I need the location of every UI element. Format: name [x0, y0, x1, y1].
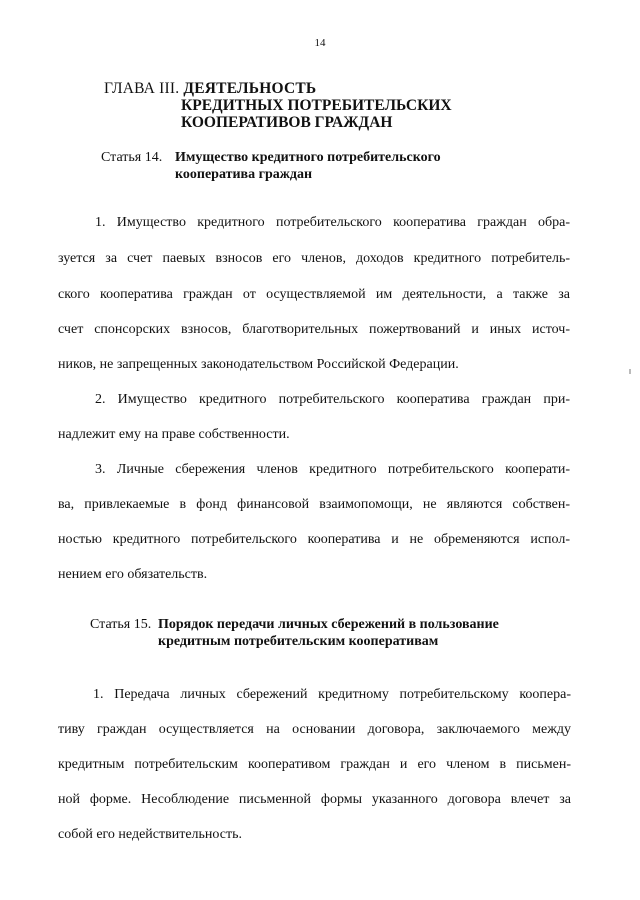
article-14-text-line: 2. Имущество кредитного потребительского кооператива граждан при-: [95, 392, 570, 407]
article-14-text-line: надлежит ему на праве собственности.: [58, 427, 290, 442]
article-14-text-line: счет спонсорских взносов, благотворительных пожертвований и иных источ-: [58, 322, 570, 337]
article-15-text-line: тиву граждан осуществляется на основании договора, заключаемого между: [58, 722, 571, 737]
article-14-title-line-1: Имущество кредитного потребительского: [175, 150, 441, 165]
article-15-text-line: 1. Передача личных сбережений кредитному потребительскому коопера-: [93, 687, 571, 702]
article-14-text-line: нением его обязательств.: [58, 567, 208, 582]
article-15-text-line: собой его недействительность.: [58, 827, 242, 842]
article-15-title-line-2: кредитным потребительским кооперативам: [158, 634, 439, 649]
article-15-label: Статья 15.: [90, 617, 152, 632]
article-15-title-line-1: Порядок передачи личных сбережений в пользование: [158, 617, 499, 632]
article-14-text-line: ников, не запрещенных законодательством Российской Федерации.: [58, 357, 459, 372]
scan-mark: [629, 369, 631, 374]
page-number: 14: [314, 37, 326, 49]
chapter-label: ГЛАВА III.: [104, 80, 180, 97]
article-14-text-line: ва, привлекаемые в фонд финансовой взаимопомощи, не являются собствен-: [58, 497, 570, 512]
article-14-title-line-2: кооператива граждан: [175, 167, 313, 182]
article-14-text-line: зуется за счет паевых взносов его членов, доходов кредитного потребитель-: [58, 251, 570, 266]
article-14-label: Статья 14.: [101, 150, 163, 165]
article-15-text-line: кредитным потребительским кооперативом граждан и его членом в письмен-: [58, 757, 571, 772]
chapter-heading: [104, 80, 316, 98]
article-14-text-line: ского кооператива граждан от осуществляемой им деятельности, а также за: [58, 287, 570, 302]
article-14-text-line: ностью кредитного потребительского кооператива и не обременяются испол-: [58, 532, 570, 547]
chapter-title-line-1: ДЕЯТЕЛЬНОСТЬ: [183, 80, 317, 97]
article-14-text-line: 1. Имущество кредитного потребительского кооператива граждан обра-: [95, 215, 570, 230]
chapter-title-line-2: КРЕДИТНЫХ ПОТРЕБИТЕЛЬСКИХ: [181, 97, 452, 114]
article-15-text-line: ной форме. Несоблюдение письменной формы указанного договора влечет за: [58, 792, 571, 807]
chapter-title-line-3: КООПЕРАТИВОВ ГРАЖДАН: [181, 114, 393, 131]
article-14-text-line: 3. Личные сбережения членов кредитного потребительского кооперати-: [95, 462, 570, 477]
